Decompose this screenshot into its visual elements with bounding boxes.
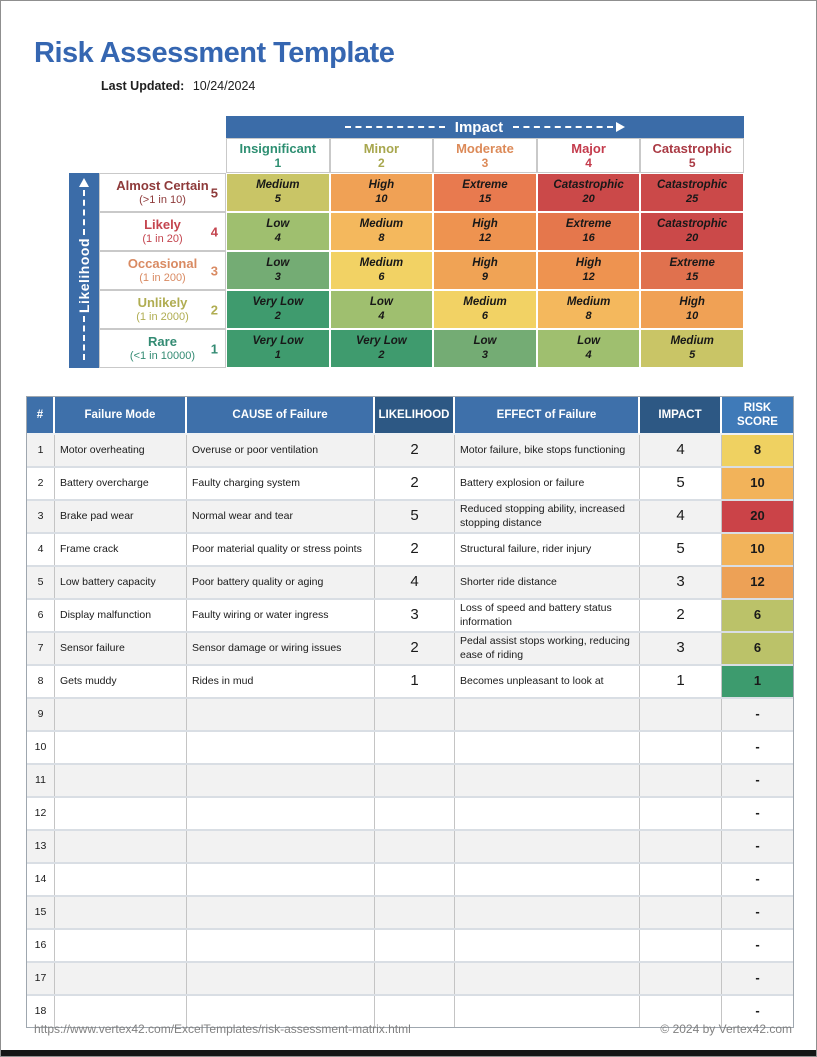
num-cell: 18 <box>27 996 55 1027</box>
likelihood-cell[interactable]: 4 <box>375 567 455 598</box>
likelihood-level-sub: (1 in 2000) <box>136 310 189 323</box>
table-row <box>27 864 793 897</box>
cause-cell[interactable] <box>187 732 375 763</box>
impact-cell[interactable]: 4 <box>640 435 722 466</box>
matrix-cell <box>330 212 434 251</box>
table-row <box>27 567 793 600</box>
likelihood-cell[interactable] <box>375 930 455 961</box>
table-row <box>27 633 793 666</box>
column-header-failure-mode: Failure Mode <box>55 397 187 433</box>
table-row <box>27 732 793 765</box>
matrix-cell-value: 25 <box>686 192 699 205</box>
matrix-cell-value: 12 <box>582 270 595 283</box>
impact-level-label: Catastrophic <box>652 140 732 156</box>
num-cell: 9 <box>27 699 55 730</box>
likelihood-cell[interactable] <box>375 732 455 763</box>
failure-mode-cell[interactable]: Gets muddy <box>55 666 187 697</box>
table-row <box>27 798 793 831</box>
likelihood-level-text <box>116 179 208 207</box>
matrix-cell-label: Catastrophic <box>657 179 728 192</box>
matrix-cell <box>537 251 641 290</box>
likelihood-level-sub: (<1 in 10000) <box>129 349 196 362</box>
impact-axis-header <box>226 116 744 138</box>
matrix-cell-value: 8 <box>378 231 385 244</box>
num-cell: 3 <box>27 501 55 532</box>
risk-score-cell: 1 <box>722 666 793 697</box>
matrix-cell-label: Medium <box>256 179 300 192</box>
effect-cell[interactable] <box>455 798 640 829</box>
effect-cell[interactable] <box>455 732 640 763</box>
impact-level-label: Moderate <box>456 140 514 156</box>
risk-score-cell: - <box>755 871 760 887</box>
likelihood-axis-dash <box>83 190 85 235</box>
risk-score-cell: - <box>755 937 760 953</box>
table-row <box>27 699 793 732</box>
matrix-cell <box>226 173 330 212</box>
matrix-cell-label: Extreme <box>565 218 612 231</box>
table-row <box>27 468 793 501</box>
column-header-effect: EFFECT of Failure <box>455 397 640 433</box>
last-updated <box>101 79 255 93</box>
impact-cell[interactable]: 5 <box>640 468 722 499</box>
failure-mode-cell[interactable] <box>55 765 187 796</box>
matrix-cell-label: Medium <box>670 335 714 348</box>
likelihood-level-sub: (1 in 200) <box>139 271 186 284</box>
matrix-cell-label: High <box>679 296 705 309</box>
impact-cell[interactable] <box>640 798 722 829</box>
matrix-cell-label: Medium <box>566 296 611 309</box>
matrix-cell-label: Low <box>266 218 290 231</box>
likelihood-cell[interactable] <box>375 765 455 796</box>
matrix-cell-label: Low <box>577 335 601 348</box>
table-row <box>27 765 793 798</box>
likelihood-cell[interactable]: 2 <box>375 633 455 664</box>
effect-cell[interactable]: Loss of speed and battery status information <box>455 600 640 631</box>
num-cell: 6 <box>27 600 55 631</box>
effect-cell[interactable]: Battery explosion or failure <box>455 468 640 499</box>
likelihood-level-value: 3 <box>210 263 218 278</box>
likelihood-level-sub: (>1 in 10) <box>139 193 186 206</box>
matrix-cell-value: 4 <box>585 348 592 361</box>
likelihood-level-header <box>99 212 226 251</box>
impact-level-header <box>433 138 537 173</box>
num-cell: 4 <box>27 534 55 565</box>
failure-mode-cell[interactable]: Frame crack <box>55 534 187 565</box>
num-cell: 8 <box>27 666 55 697</box>
matrix-cell-label: Low <box>266 257 290 270</box>
impact-cell[interactable]: 1 <box>640 666 722 697</box>
likelihood-level-label: Likely <box>144 216 181 232</box>
failure-mode-cell[interactable] <box>55 930 187 961</box>
matrix-cell <box>537 173 641 212</box>
matrix-cell-value: 15 <box>686 270 699 283</box>
risk-score-cell: - <box>755 838 760 854</box>
num-cell: 5 <box>27 567 55 598</box>
impact-cell[interactable]: 4 <box>640 501 722 532</box>
cause-cell[interactable]: Poor material quality or stress points <box>187 534 375 565</box>
table-row <box>27 435 793 468</box>
table-row <box>27 600 793 633</box>
impact-cell[interactable] <box>640 897 722 928</box>
impact-level-value: 2 <box>378 156 385 171</box>
likelihood-cell[interactable] <box>375 831 455 862</box>
cause-cell[interactable] <box>187 897 375 928</box>
impact-level-value: 3 <box>481 156 489 171</box>
likelihood-level-text <box>136 296 189 324</box>
impact-axis-dash <box>513 126 613 128</box>
impact-cell[interactable]: 3 <box>640 633 722 664</box>
matrix-cell-label: Extreme <box>462 179 508 192</box>
likelihood-cell[interactable]: 2 <box>375 534 455 565</box>
likelihood-cell[interactable]: 2 <box>375 468 455 499</box>
cause-cell[interactable]: Faulty charging system <box>187 468 375 499</box>
failure-mode-cell[interactable] <box>55 963 187 994</box>
footer-copyright: © 2024 by Vertex42.com <box>660 1022 792 1036</box>
matrix-cell <box>640 290 744 329</box>
impact-level-header <box>330 138 434 173</box>
risk-score-cell: - <box>755 970 760 986</box>
cause-cell[interactable] <box>187 798 375 829</box>
table-row <box>27 930 793 963</box>
risk-score-cell: 10 <box>722 468 793 499</box>
num-cell: 1 <box>27 435 55 466</box>
matrix-cell-value: 20 <box>582 192 595 205</box>
matrix-cell-label: Low <box>369 296 393 309</box>
matrix-cell <box>330 290 434 329</box>
cause-cell[interactable]: Faulty wiring or water ingress <box>187 600 375 631</box>
matrix-cell-label: Very Low <box>252 335 304 348</box>
failure-mode-cell[interactable] <box>55 732 187 763</box>
num-cell: 15 <box>27 897 55 928</box>
risk-score-cell: 20 <box>722 501 793 532</box>
likelihood-axis-header <box>69 173 99 368</box>
matrix-cell-label: Catastrophic <box>657 218 728 231</box>
column-header-likelihood: LIKELIHOOD <box>375 397 455 433</box>
likelihood-level-value: 1 <box>210 341 218 356</box>
matrix-cell-label: Medium <box>463 296 507 309</box>
likelihood-cell[interactable]: 1 <box>375 666 455 697</box>
matrix-cell <box>330 329 434 368</box>
table-row <box>27 666 793 699</box>
risk-score-cell: 8 <box>722 435 793 466</box>
matrix-cell-value: 12 <box>478 231 492 244</box>
impact-cell[interactable]: 2 <box>640 600 722 631</box>
failure-mode-cell[interactable]: Sensor failure <box>55 633 187 664</box>
likelihood-level-text <box>130 335 195 363</box>
table-row <box>27 534 793 567</box>
cause-cell[interactable]: Poor battery quality or aging <box>187 567 375 598</box>
risk-score-cell: 6 <box>722 633 793 664</box>
risk-score-cell: 10 <box>722 534 793 565</box>
effect-cell[interactable] <box>455 864 640 895</box>
matrix-cell-value: 16 <box>582 231 595 244</box>
cause-cell[interactable] <box>187 699 375 730</box>
matrix-cell-value: 4 <box>378 309 385 322</box>
failure-mode-cell[interactable] <box>55 864 187 895</box>
likelihood-cell[interactable]: 3 <box>375 600 455 631</box>
num-cell: 14 <box>27 864 55 895</box>
matrix-cell-label: Extreme <box>669 257 715 270</box>
impact-cell[interactable] <box>640 699 722 730</box>
impact-level-label: Minor <box>363 140 400 156</box>
impact-level-value: 4 <box>585 156 592 171</box>
matrix-cell-value: 4 <box>274 231 281 244</box>
impact-cell[interactable] <box>640 963 722 994</box>
impact-level-value: 1 <box>274 156 282 171</box>
failure-mode-cell[interactable] <box>55 897 187 928</box>
impact-level-value: 5 <box>688 156 696 171</box>
cause-cell[interactable] <box>187 963 375 994</box>
likelihood-level-sub: (1 in 20) <box>142 232 183 245</box>
impact-level-label: Insignificant <box>239 140 317 156</box>
effect-cell[interactable] <box>455 897 640 928</box>
failure-mode-cell[interactable] <box>55 798 187 829</box>
impact-cell[interactable] <box>640 732 722 763</box>
matrix-cell-value: 15 <box>478 192 492 205</box>
matrix-cell-value: 10 <box>686 309 699 322</box>
impact-cell[interactable]: 3 <box>640 567 722 598</box>
risk-score-cell: - <box>755 1003 760 1019</box>
impact-level-label: Major <box>571 140 606 156</box>
failure-mode-cell[interactable]: Low battery capacity <box>55 567 187 598</box>
matrix-cell-value: 5 <box>689 348 696 361</box>
likelihood-axis-label: Likelihood <box>76 237 92 313</box>
matrix-cell-value: 6 <box>481 309 489 322</box>
matrix-cell <box>226 212 330 251</box>
matrix-cell-value: 8 <box>585 309 592 322</box>
matrix-cell <box>433 290 537 329</box>
cause-cell[interactable] <box>187 765 375 796</box>
matrix-cell-label: High <box>472 257 498 270</box>
last-updated-label: Last Updated: <box>101 79 185 93</box>
table-header-row <box>27 397 793 435</box>
likelihood-level-value: 5 <box>210 185 218 200</box>
risk-score-cell: - <box>755 739 760 755</box>
impact-cell[interactable] <box>640 930 722 961</box>
table-row <box>27 897 793 930</box>
likelihood-level-value: 4 <box>210 224 218 239</box>
arrow-right-icon <box>616 122 625 132</box>
matrix-cell-label: Medium <box>359 218 404 231</box>
effect-cell[interactable] <box>455 699 640 730</box>
failure-mode-cell[interactable] <box>55 699 187 730</box>
effect-cell[interactable]: Becomes unpleasant to look at <box>455 666 640 697</box>
table-row <box>27 963 793 996</box>
effect-cell[interactable]: Shorter ride distance <box>455 567 640 598</box>
likelihood-cell[interactable]: 5 <box>375 501 455 532</box>
matrix-cell-label: Very Low <box>252 296 304 309</box>
likelihood-cell[interactable] <box>375 864 455 895</box>
likelihood-level-text <box>142 218 182 246</box>
risk-score-cell: - <box>755 805 760 821</box>
matrix-cell-value: 2 <box>274 309 281 322</box>
likelihood-level-header <box>99 290 226 329</box>
effect-cell[interactable] <box>455 831 640 862</box>
impact-level-header <box>537 138 641 173</box>
impact-cell[interactable] <box>640 864 722 895</box>
likelihood-axis-dash <box>83 316 85 361</box>
matrix-cell-value: 3 <box>481 348 489 361</box>
matrix-cell <box>330 251 434 290</box>
num-cell: 16 <box>27 930 55 961</box>
matrix-cell <box>226 329 330 368</box>
matrix-cell <box>537 329 641 368</box>
likelihood-level-header <box>99 173 226 212</box>
impact-level-header <box>226 138 330 173</box>
num-cell: 12 <box>27 798 55 829</box>
impact-cell[interactable] <box>640 831 722 862</box>
likelihood-level-label: Occasional <box>127 255 198 271</box>
likelihood-level-text <box>128 257 197 285</box>
matrix-cell <box>433 212 537 251</box>
matrix-cell-label: Low <box>473 335 497 348</box>
num-cell: 13 <box>27 831 55 862</box>
likelihood-level-header <box>99 329 226 368</box>
num-cell: 7 <box>27 633 55 664</box>
column-header-cause: CAUSE of Failure <box>187 397 375 433</box>
page-footer <box>34 1022 792 1036</box>
failure-mode-cell[interactable]: Motor overheating <box>55 435 187 466</box>
effect-cell[interactable]: Reduced stopping ability, increased stopping distance <box>455 501 640 532</box>
matrix-cell <box>640 212 744 251</box>
matrix-cell-label: Very Low <box>356 335 407 348</box>
matrix-cell-value: 2 <box>378 348 385 361</box>
risk-score-cell: 12 <box>722 567 793 598</box>
impact-axis-label: Impact <box>454 118 504 136</box>
cause-cell[interactable] <box>187 864 375 895</box>
matrix-cell-label: High <box>472 218 498 231</box>
risk-score-cell: - <box>755 904 760 920</box>
cause-cell[interactable]: Sensor damage or wiring issues <box>187 633 375 664</box>
matrix-cell <box>433 173 537 212</box>
impact-cell[interactable] <box>640 765 722 796</box>
likelihood-level-label: Unlikely <box>137 294 188 310</box>
matrix-cell-value: 10 <box>375 192 388 205</box>
last-updated-value: 10/24/2024 <box>192 79 256 93</box>
matrix-cell-label: High <box>368 179 395 192</box>
matrix-cell <box>640 251 744 290</box>
likelihood-cell[interactable] <box>375 699 455 730</box>
likelihood-cell[interactable] <box>375 798 455 829</box>
risk-score-cell: - <box>755 772 760 788</box>
arrow-up-icon <box>79 178 89 187</box>
matrix-cell-value: 9 <box>481 270 489 283</box>
impact-axis-dash <box>345 126 445 128</box>
bottom-bar <box>1 1050 816 1056</box>
matrix-cell-value: 6 <box>378 270 385 283</box>
cause-cell[interactable]: Rides in mud <box>187 666 375 697</box>
page-title: Risk Assessment Template <box>34 37 395 69</box>
matrix-cell <box>433 329 537 368</box>
risk-score-cell: - <box>755 706 760 722</box>
table-row <box>27 501 793 534</box>
risk-table <box>26 396 794 1028</box>
column-header-impact: IMPACT <box>640 397 722 433</box>
matrix-cell-label: Catastrophic <box>553 179 624 192</box>
column-header-num: # <box>27 397 55 433</box>
cause-cell[interactable]: Normal wear and tear <box>187 501 375 532</box>
matrix-cell <box>537 290 641 329</box>
matrix-cell <box>433 251 537 290</box>
matrix-cell <box>537 212 641 251</box>
impact-level-header <box>640 138 744 173</box>
matrix-cell-value: 1 <box>274 348 281 361</box>
risk-matrix <box>69 116 744 368</box>
column-header-risk-score: RISK SCORE <box>722 397 793 433</box>
matrix-cell <box>226 290 330 329</box>
matrix-cell <box>640 173 744 212</box>
num-cell: 17 <box>27 963 55 994</box>
likelihood-level-header <box>99 251 226 290</box>
effect-cell[interactable] <box>455 765 640 796</box>
failure-mode-cell[interactable]: Battery overcharge <box>55 468 187 499</box>
likelihood-level-label: Almost Certain <box>116 177 209 193</box>
likelihood-cell[interactable] <box>375 963 455 994</box>
num-cell: 10 <box>27 732 55 763</box>
failure-mode-cell[interactable]: Brake pad wear <box>55 501 187 532</box>
likelihood-level-label: Rare <box>148 333 177 349</box>
likelihood-level-value: 2 <box>210 302 218 317</box>
footer-url: https://www.vertex42.com/ExcelTemplates/risk-assessment-matrix.html <box>34 1022 411 1036</box>
num-cell: 11 <box>27 765 55 796</box>
effect-cell[interactable]: Structural failure, rider injury <box>455 534 640 565</box>
likelihood-cell[interactable]: 2 <box>375 435 455 466</box>
failure-mode-cell[interactable]: Display malfunction <box>55 600 187 631</box>
effect-cell[interactable] <box>455 930 640 961</box>
matrix-cell-value: 20 <box>686 231 699 244</box>
impact-cell[interactable]: 5 <box>640 534 722 565</box>
matrix-cell-value: 5 <box>274 192 281 205</box>
matrix-cell <box>226 251 330 290</box>
num-cell: 2 <box>27 468 55 499</box>
matrix-cell <box>640 329 744 368</box>
likelihood-cell[interactable] <box>375 897 455 928</box>
matrix-cell-label: High <box>575 257 602 270</box>
effect-cell[interactable]: Motor failure, bike stops functioning <box>455 435 640 466</box>
effect-cell[interactable] <box>455 963 640 994</box>
table-row <box>27 831 793 864</box>
failure-mode-cell[interactable] <box>55 831 187 862</box>
effect-cell[interactable]: Pedal assist stops working, reducing ease of riding <box>455 633 640 664</box>
matrix-cell <box>330 173 434 212</box>
matrix-cell-value: 3 <box>274 270 281 283</box>
matrix-cell-label: Medium <box>359 257 404 270</box>
cause-cell[interactable] <box>187 930 375 961</box>
risk-score-cell: 6 <box>722 600 793 631</box>
cause-cell[interactable] <box>187 831 375 862</box>
cause-cell[interactable]: Overuse or poor ventilation <box>187 435 375 466</box>
